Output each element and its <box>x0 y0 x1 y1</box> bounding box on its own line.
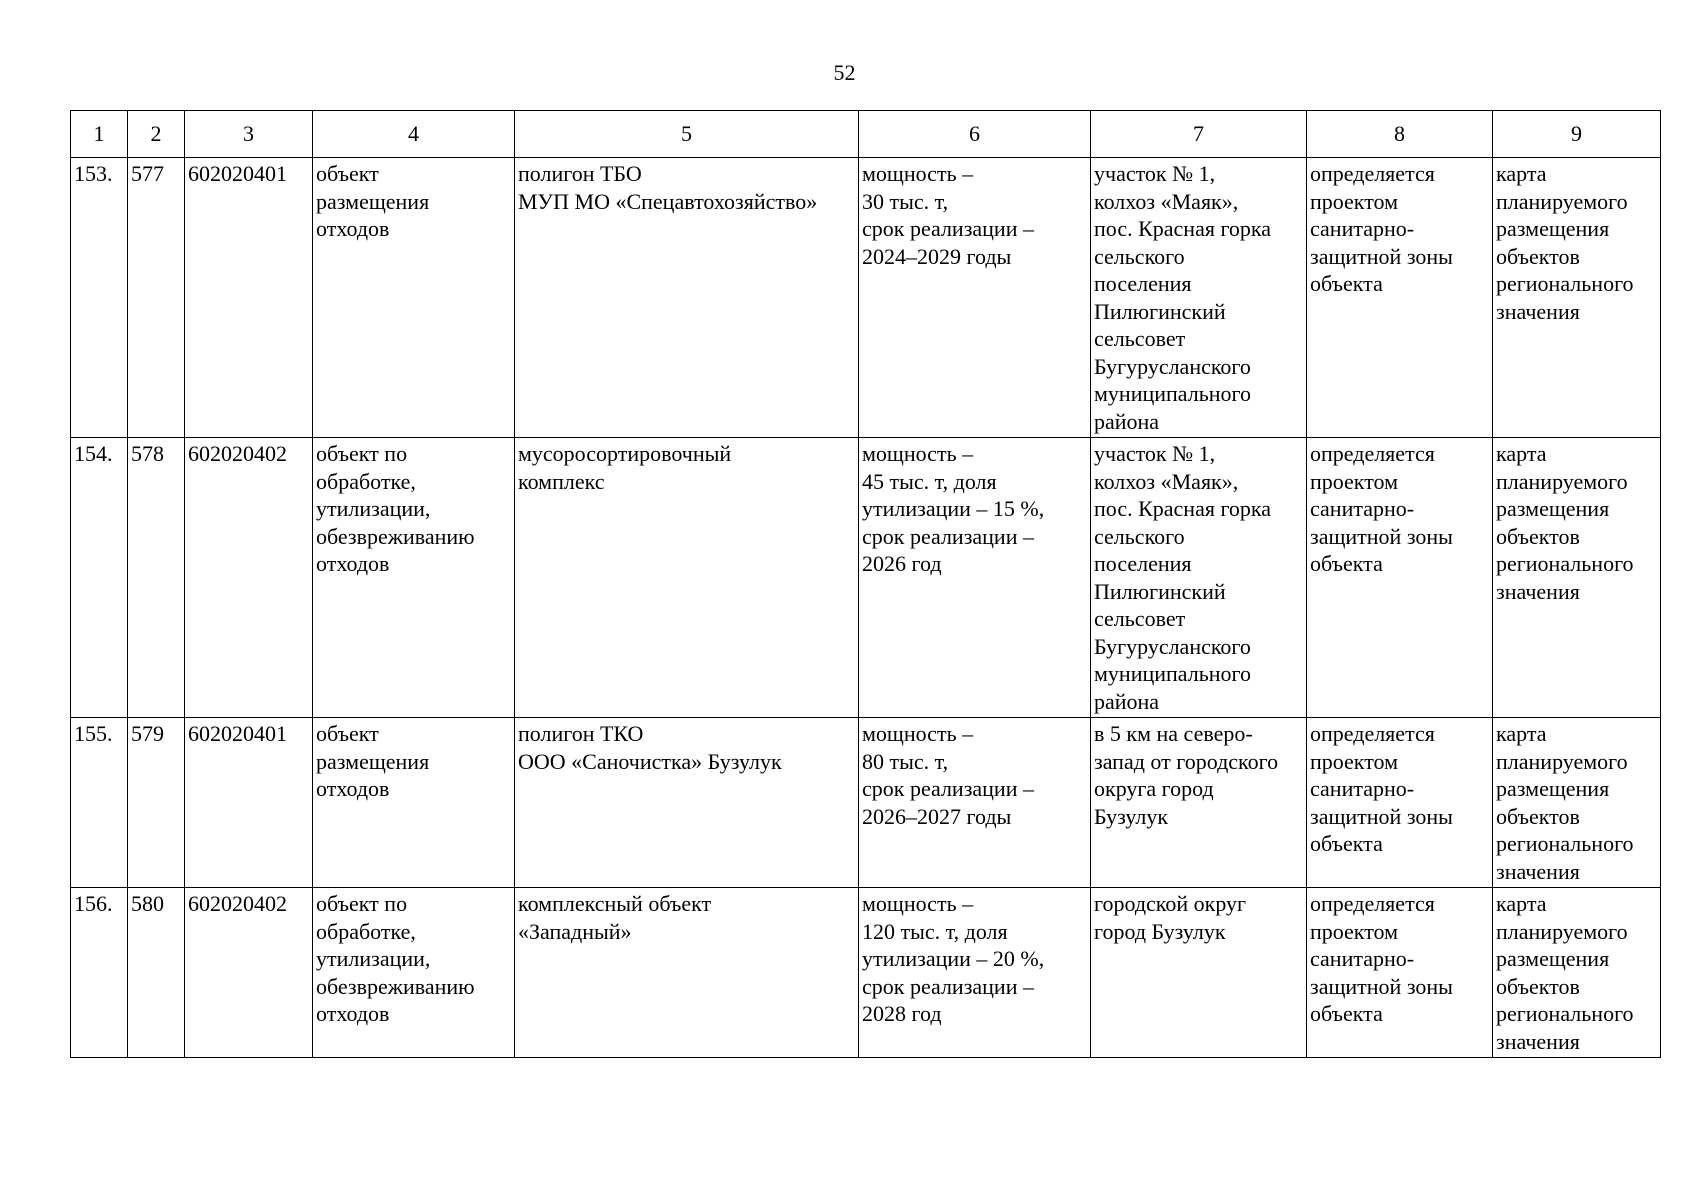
map-reference-cell: карта планируемого размещения объектов регионального значения <box>1493 888 1661 1058</box>
column-header: 6 <box>859 111 1091 158</box>
object-type-cell: объект размещения отходов <box>313 718 515 888</box>
row-number-cell: 153. <box>71 158 128 438</box>
characteristics-cell: мощность – 45 тыс. т, доля утилизации – 15 %, срок реализации – 2026 год <box>859 438 1091 718</box>
table-row <box>71 438 1661 718</box>
object-type-cell: объект размещения отходов <box>313 158 515 438</box>
zone-cell: определяется проектом санитарно- защитной зоны объекта <box>1307 718 1493 888</box>
row-number-cell: 154. <box>71 438 128 718</box>
characteristics-cell: мощность – 120 тыс. т, доля утилизации – 20 %, срок реализации – 2028 год <box>859 888 1091 1058</box>
column-header: 8 <box>1307 111 1493 158</box>
object-number-cell: 578 <box>128 438 185 718</box>
location-cell: городской округ город Бузулук <box>1091 888 1307 1058</box>
object-number-cell: 577 <box>128 158 185 438</box>
map-reference-cell: карта планируемого размещения объектов регионального значения <box>1493 158 1661 438</box>
object-name-cell: комплексный объект «Западный» <box>515 888 859 1058</box>
characteristics-cell: мощность – 30 тыс. т, срок реализации – 2024–2029 годы <box>859 158 1091 438</box>
code-cell: 602020401 <box>185 158 313 438</box>
object-type-cell: объект по обработке, утилизации, обезвреживанию отходов <box>313 888 515 1058</box>
objects-table <box>70 110 1661 1058</box>
column-header: 5 <box>515 111 859 158</box>
object-type-cell: объект по обработке, утилизации, обезвреживанию отходов <box>313 438 515 718</box>
object-number-cell: 580 <box>128 888 185 1058</box>
column-header: 7 <box>1091 111 1307 158</box>
row-number-cell: 155. <box>71 718 128 888</box>
column-header: 9 <box>1493 111 1661 158</box>
object-number-cell: 579 <box>128 718 185 888</box>
table-row <box>71 158 1661 438</box>
code-cell: 602020402 <box>185 888 313 1058</box>
zone-cell: определяется проектом санитарно- защитной зоны объекта <box>1307 888 1493 1058</box>
column-header: 4 <box>313 111 515 158</box>
code-cell: 602020402 <box>185 438 313 718</box>
zone-cell: определяется проектом санитарно- защитной зоны объекта <box>1307 158 1493 438</box>
map-reference-cell: карта планируемого размещения объектов регионального значения <box>1493 438 1661 718</box>
column-header: 2 <box>128 111 185 158</box>
column-header: 1 <box>71 111 128 158</box>
location-cell: в 5 км на северо- запад от городского округа город Бузулук <box>1091 718 1307 888</box>
column-header: 3 <box>185 111 313 158</box>
table-row <box>71 718 1661 888</box>
table-row <box>71 888 1661 1058</box>
zone-cell: определяется проектом санитарно- защитной зоны объекта <box>1307 438 1493 718</box>
location-cell: участок № 1, колхоз «Маяк», пос. Красная горка сельского поселения Пилюгинский сельсовет Бугурусланского муниципального района <box>1091 158 1307 438</box>
map-reference-cell: карта планируемого размещения объектов регионального значения <box>1493 718 1661 888</box>
table-header-row <box>71 111 1661 158</box>
object-name-cell: полигон ТКО ООО «Саночистка» Бузулук <box>515 718 859 888</box>
row-number-cell: 156. <box>71 888 128 1058</box>
characteristics-cell: мощность – 80 тыс. т, срок реализации – 2026–2027 годы <box>859 718 1091 888</box>
page-number: 52 <box>833 60 856 85</box>
location-cell: участок № 1, колхоз «Маяк», пос. Красная горка сельского поселения Пилюгинский сельсовет Бугурусланского муниципального района <box>1091 438 1307 718</box>
object-name-cell: мусоросортировочный комплекс <box>515 438 859 718</box>
code-cell: 602020401 <box>185 718 313 888</box>
object-name-cell: полигон ТБО МУП МО «Спецавтохозяйство» <box>515 158 859 438</box>
